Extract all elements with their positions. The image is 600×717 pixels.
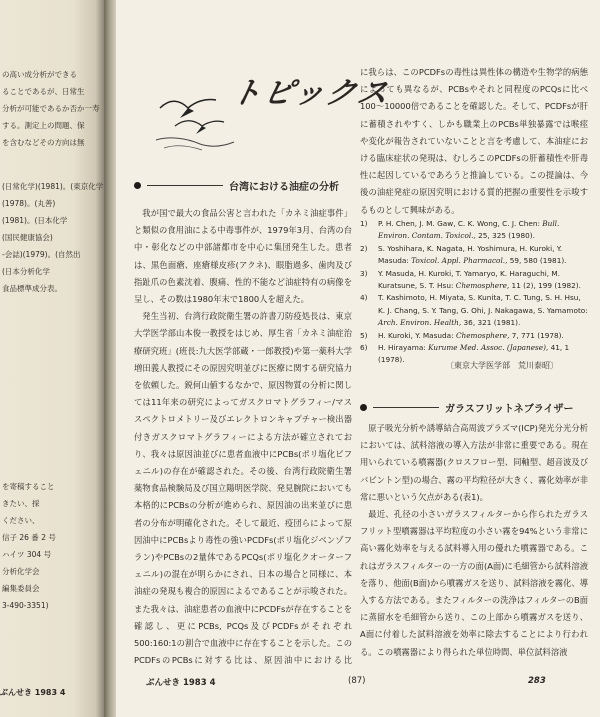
footer-journal: ぶんせき 1983 4 — [146, 678, 216, 688]
references-list — [360, 218, 588, 367]
topics-banner — [136, 60, 394, 170]
left-page-text-fragment: (日本分析化学 — [2, 267, 50, 276]
reference-authors: H. Hirayama: — [378, 343, 429, 353]
article1-continued — [360, 64, 588, 214]
topics-title: トピックス — [227, 76, 394, 111]
reference-journal: Chemosphere, — [455, 281, 512, 291]
left-page-text-fragment: を含むなどその方向は無 — [2, 138, 85, 147]
article1-heading-text: 台湾における油症の分析 — [229, 182, 339, 193]
left-page-text-fragment: ることであるが、日常生 — [2, 87, 85, 96]
reference-text — [378, 292, 588, 329]
reference-item — [360, 330, 588, 342]
reference-journal: Toxicol. Appl. Pharmacol., — [411, 256, 510, 266]
left-page-text-fragment: の高い成分析ができる — [2, 70, 77, 79]
reference-text — [378, 330, 564, 342]
reference-item — [360, 243, 588, 268]
reference-number: 5) — [360, 330, 368, 340]
left-page-text-fragment: (国民健康協会) — [2, 233, 53, 242]
bullet-icon — [360, 404, 367, 411]
right-page — [116, 0, 600, 717]
article2-heading-text: ガラスフリットネブライザー — [445, 404, 574, 415]
left-page-text-fragment: 分析が可能であるか否か一寿 — [2, 104, 100, 113]
left-page-text-fragment: -会誌)(1979)。(自然出 — [2, 250, 81, 259]
article2-paragraph: 最近、孔径の小さいガラスフィルターから作られたガラスフリット型噴霧器は平均粒度の小さい霧を94%という非常に高い霧化効率を与える試料導入用の優れた噴霧器である。これはガラスフィルターの一方の面(A面)に毛細管から試料溶液を落り、他面(B面)から噴霧ガスを送り、試料溶液を霧化、導入する方法である。またフィルターの洗浄はフィルターのB面に蒸留水を毛細管から送り、この上部から噴霧ガスを送り、A面に付着した試料溶液を効率に除去することにより行われる。この噴霧器により得られた単位時間、単位試料溶液 — [360, 509, 588, 657]
left-page — [0, 0, 104, 717]
reference-number: 6) — [360, 343, 368, 353]
left-page-text-fragment: する。測定上の問題、保 — [2, 121, 85, 130]
book-spine — [104, 0, 116, 717]
article1-paragraph: 我が国で最大の食品公害と言われた「カネミ油症事件」と類似の食用油による中毒事件が、1979年3月、台湾の台中・彰化などの中部諸都市を中心に集団発生した。患者は、黒色面瘡、座瘡様皮疹(アクネ)、眼脂過多、歯肉及び指趾爪の色素沈着、腹痛、性的不能など油症特有の病像を呈し、その数は1980年末で1800人を超えた。 — [134, 208, 352, 305]
reference-number: 4) — [360, 293, 368, 303]
reference-number: 3) — [360, 268, 368, 278]
article1-paragraph: 発生当初、台湾行政院衛生署の許書刀防疫処長は、東京大学医学部山本俊一教授をはじめ、厚生省「カネミ油症治療研究班」(班長:九大医学部蔵・一郎教授)や第一薬科大学増田義人教授にその原因究明並びに医療に関する研究協力を依頼した。鋭何山値するなかで、原因物質の分析に関しては11年来の研究によってガスクロマトグラフィー/マススペクトロメトリー及びエレクトロンキャプチャー検出器付きガスクロマトグラフィーによる方法が確立されており、我々は原因油並びに患者血液中にPCBs(ポリ塩化ビフェニル)の存在が確認された。その後、台湾行政院衛生署薬物食品検験局及び国立陽明医学院、発見腕院においても本格的にPCBsの分析が進められ、原因油の出来並びに患者の分布が明確化された。そして最近、疫団らによって原因油中にPCBsより毒性の強いPCDFs(ポリ塩化ジベンゾフラン)やPCBsの2量体であるPCQs(ポリ塩化クオーターフェニル)の混在が明らかにされ、日本の場合と同様に、本油症の発現も複合的原因によるであることが示唆された。また我々は、油症患者の血液中にPCDFsが存在することを確認し、更にPCBs, PCQs及びPCDFsがそれぞれ500:160:1の割合で血液中に存在することを示した。このPCDFsのPCBsに対する比は、原因油中における比 — [134, 311, 352, 666]
heading-rule — [373, 407, 439, 408]
reference-number: 1) — [360, 219, 368, 228]
article2-body — [360, 420, 588, 670]
reference-journal: Kurume Med. Assoc. (Japanese), — [428, 343, 551, 353]
left-page-text-fragment: 編集委員会 — [2, 584, 40, 593]
left-page-text-fragment: (1981)。(日本化学 — [2, 216, 68, 225]
reference-journal: Arch. Environ. Health, — [378, 318, 464, 328]
reference-text — [378, 268, 588, 293]
footer-center-number: (87) — [348, 676, 366, 686]
reference-journal: Bull. Environ. Contam. Toxicol., — [378, 219, 560, 241]
left-page-text-fragment: ハイツ 304 号 — [2, 550, 52, 559]
reference-detail: 41, 1 (1978). — [378, 343, 570, 365]
reference-authors: Y. Masuda, H. Kuroki, T. Yamaryo, K. Haraguchi, M. Kuratsune, S. T. Hsu: — [378, 268, 560, 291]
reference-detail: 36, 321 (1981). — [463, 318, 521, 328]
author-signature: 〔東京大学医学部 荒川泰昭〕 — [446, 361, 558, 370]
left-page-text-fragment: (1978)。(丸善) — [2, 199, 56, 208]
left-page-text-fragment: 信子 26 番 2 号 — [2, 533, 56, 542]
left-page-text-fragment: を寄稿すること — [2, 482, 55, 491]
reference-authors: H. Kuroki, Y. Masuda: — [378, 330, 456, 340]
reference-text — [378, 218, 588, 243]
reference-authors: T. Kashimoto, H. Miyata, S. Kunita, T. C. Tung, S. H. Hsu, K. J. Chang, S. Y. Tang, G. Ohi, J. Nakagawa, S. Yamamoto: — [378, 293, 588, 315]
reference-detail: 25, 325 (1980). — [478, 231, 535, 241]
article2-paragraph: 原子吸光分析や誘導結合高周波プラズマ(ICP)発光分光分析においては、試料溶液の導入方法が非常に重要である。現在用いられている噴霧器(クロスフロー型、同軸型、超音波及びバビントン型)の場合、霧の平均粒径が大きく、霧化効率が非常に悪いという欠点がある(表1)。 — [360, 423, 588, 502]
reference-detail: 7, 771 (1978). — [511, 330, 564, 340]
left-page-text-fragment: 3-490-3351) — [2, 601, 49, 610]
left-page-text-fragment: 分析化学会 — [2, 567, 40, 576]
heading-rule — [147, 185, 223, 186]
left-page-text-fragment: (日常化学)(1981)。(東京化学 — [2, 182, 104, 191]
left-page-text-fragment: ください、 — [2, 516, 40, 525]
reference-item — [360, 292, 588, 329]
left-page-text-fragment: きたい、採 — [2, 499, 40, 508]
article1-body — [134, 205, 352, 670]
reference-journal: Chemosphere, — [455, 330, 512, 340]
article1-heading — [134, 178, 339, 193]
left-page-text-fragment: 食品標準成分表。 — [2, 284, 62, 293]
reference-number: 2) — [360, 243, 368, 253]
reference-item — [360, 268, 588, 293]
reference-detail: 11 (2), 199 (1982). — [511, 281, 581, 291]
reference-detail: 59, 580 (1981). — [509, 256, 567, 266]
article1-continued-paragraph: に我らは、このPCDFsの毒性は異性体の構造や生物学的病態によっても異なるが、PCBsやそれと同程度のPCQsに比べ100〜10000倍であることを確認した。そして、PCDFsが肝に蓄積されやすく、しかも職業上のPCBs単独暴露では喉痙や変化が報告されていないことと言を考慮して、本油症における臨床症状の発現は、むしろこのPCDFsの肝蓄積性や肝毒性に起因しているであろうと推論している。この提論は、今後の油症発症の原因究明における質的把握の重要性を示唆するものとして興味がある。 — [360, 67, 588, 214]
reference-authors: S. Yoshihara, K. Nagata, H. Yoshimura, H. Kuroki, Y. Masuda: — [378, 243, 563, 266]
bullet-icon — [134, 182, 141, 189]
reference-text — [378, 243, 588, 268]
article2-heading — [360, 400, 574, 415]
left-page-footer: ぶんせき 1983 4 — [0, 688, 66, 697]
reference-authors: P. H. Chen, J. M. Gaw, C. K. Wong, C. J. Chen: — [378, 219, 543, 228]
reference-item — [360, 218, 588, 243]
page-number: 283 — [528, 676, 546, 686]
